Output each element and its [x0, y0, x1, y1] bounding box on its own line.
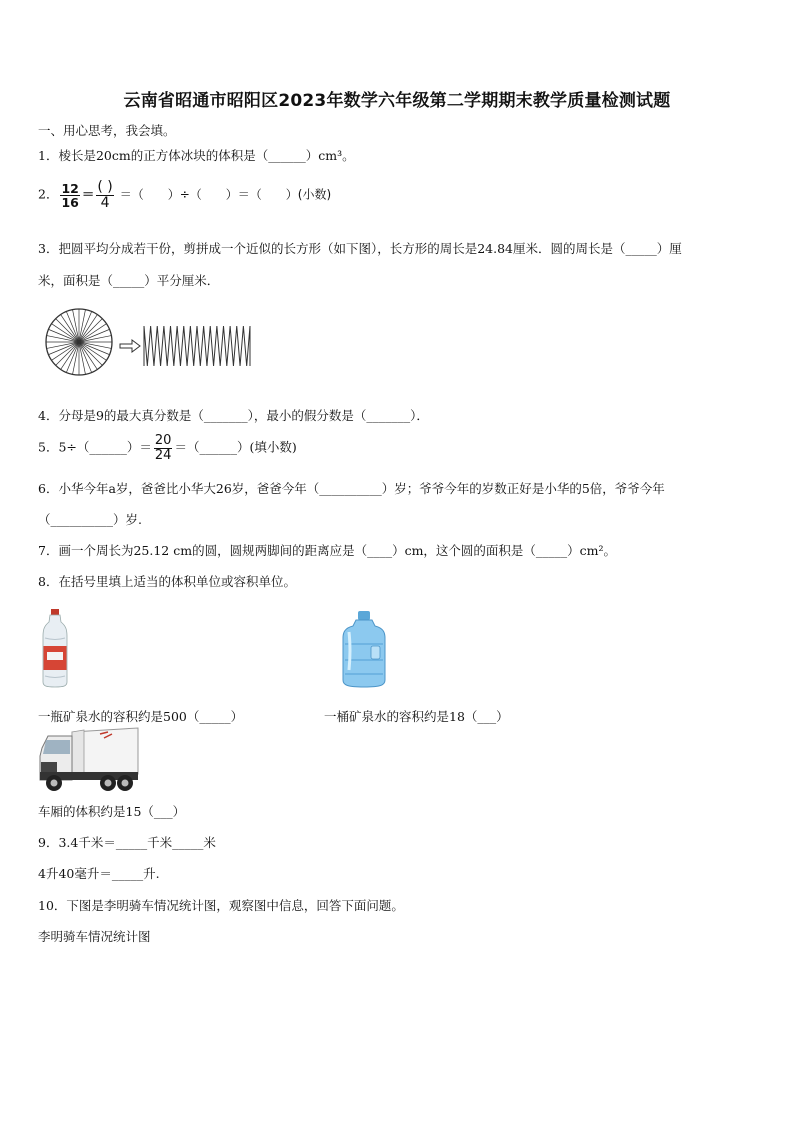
question-6-line-2: （__________）岁. [38, 512, 142, 527]
fraction-12-16 [60, 182, 79, 209]
question-2-prefix: 2． [38, 186, 59, 202]
fraction-blank-4 [96, 180, 113, 210]
divided-circle-icon [46, 309, 112, 375]
question-8: 8．在括号里填上适当的体积单位或容积单位。 [38, 574, 296, 589]
fraction-denominator: 16 [61, 194, 79, 210]
right-arrow-icon [120, 340, 140, 352]
question-3-line-2: 米，面积是（_____）平分厘米． [38, 273, 220, 288]
page-title: 云南省昭通市昭阳区2023年数学六年级第二学期期末教学质量检测试题 [123, 91, 671, 111]
question-5 [38, 434, 297, 462]
fraction-denominator: 4 [100, 194, 110, 211]
fraction-numerator: 12 [61, 180, 79, 196]
question-8-item-3: 车厢的体积约是15（___） [38, 804, 186, 819]
question-6-line-1: 6．小华今年a岁，爸爸比小华大26岁，爸爸今年（__________）岁；爷爷今年的岁数正好是小华的5倍，爷爷今年 [38, 481, 665, 496]
water-jug-image [341, 610, 387, 688]
section-heading: 一、用心思考，我会填。 [38, 123, 176, 138]
question-5-suffix: ＝（______）(填小数) [174, 439, 297, 455]
question-2: 2． $\frac{12}{16}$ ＝ $\frac{( )}{4}$ ＝（ ）÷（ ）＝（ ）(小数) [38, 179, 332, 211]
water-bottle-image [42, 608, 68, 688]
question-2-rest: ＝（ ）÷（ ）＝（ ）(小数) [119, 187, 332, 202]
question-9-line-2: 4升40毫升＝_____升. [38, 866, 160, 881]
question-9-line-1: 9．3.4千米＝_____千米_____米 [38, 835, 216, 850]
question-4: 4．分母是9的最大真分数是（_______），最小的假分数是（_______）． [38, 408, 429, 423]
truck-image [38, 726, 140, 794]
fraction-denominator: 24 [154, 447, 172, 463]
question-10: 10．下图是李明骑车情况统计图，观察图中信息，回答下面问题。 [38, 898, 404, 913]
question-5-prefix: 5．5÷（______）＝ [38, 439, 152, 455]
question-8-item-2: 一桶矿泉水的容积约是18（___） [324, 709, 509, 724]
question-8-item-1: 一瓶矿泉水的容积约是500（_____） [38, 709, 244, 724]
circle-to-rectangle-diagram [44, 306, 254, 381]
chart-caption: 李明骑车情况统计图 [38, 929, 151, 944]
question-1: 1．棱长是20cm的正方体冰块的体积是（______）cm³。 [38, 148, 355, 163]
fraction-20-24 [154, 434, 173, 462]
fraction-numerator: ( ) [97, 179, 113, 195]
question-7: 7．画一个周长为25.12 cm的圆，圆规两脚间的距离应是（____）cm，这个圆的面积是（_____）cm²。 [38, 543, 617, 558]
fraction-numerator: 20 [154, 433, 172, 448]
question-3-line-1: 3．把圆平均分成若干份，剪拼成一个近似的长方形（如下图），长方形的周长是24.84厘米．圆的周长是（_____）厘 [38, 241, 682, 256]
approximate-rectangle-icon [144, 326, 250, 366]
